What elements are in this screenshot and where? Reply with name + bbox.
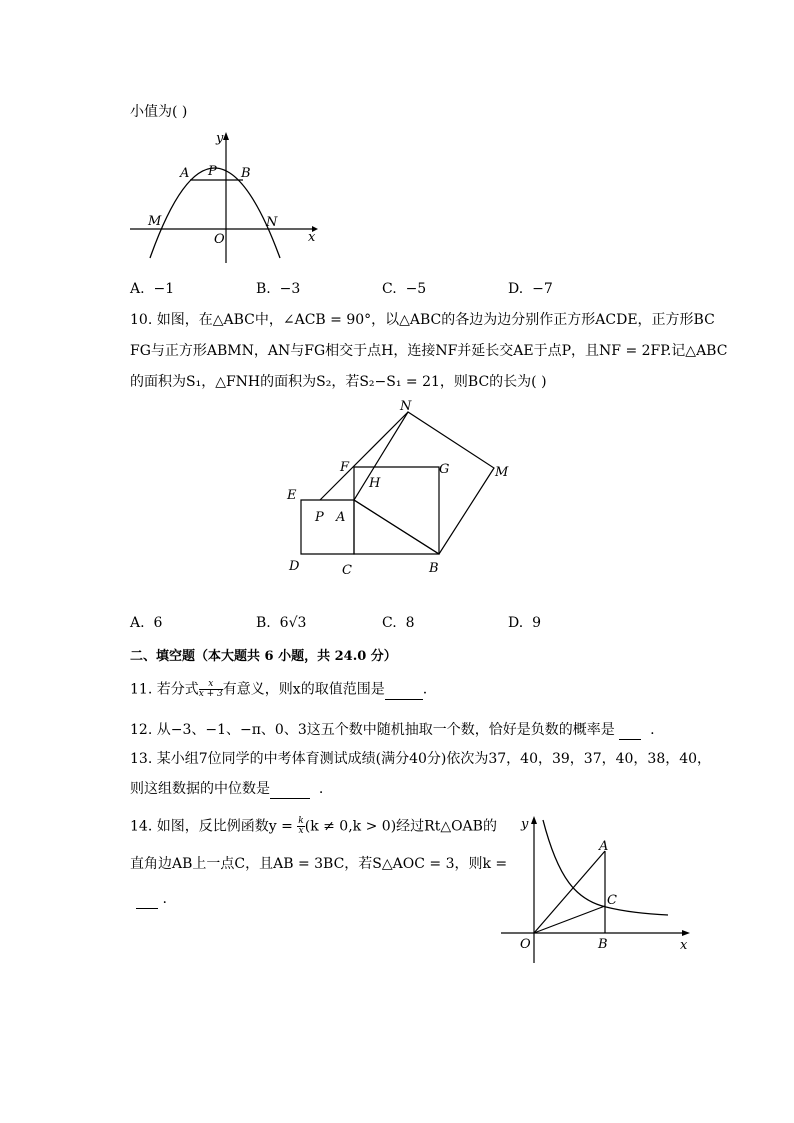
label-B: B (598, 937, 608, 952)
label-x: x (308, 230, 316, 245)
label-B: B (429, 561, 439, 576)
q9-option-c[interactable]: C. −5 (382, 281, 427, 297)
q13-answer-blank[interactable] (270, 780, 310, 799)
q14-stem-line1: 14. 如图，反比例函数y = $\frac{k}{x}$ (k ≠ 0,k > 0)经过Rt△OAB的 (130, 816, 497, 836)
label-D: D (289, 559, 300, 574)
label-y: y (216, 131, 224, 146)
label-F: F (340, 460, 350, 475)
q10-stem-line3: 的面积为S₁，△FNH的面积为S₂，若S₂−S₁ = 21，则BC的长为( ) (130, 374, 547, 390)
q12-stem: 12. 从−3、−1、−π、0、3这五个数中随机抽取一个数，恰好是负数的概率是 . (130, 722, 655, 738)
label-M: M (148, 214, 162, 229)
q11-stem: 11. 若分式 $\frac{x}{x + 3}$ 有意义，则x的取值范围是 . (130, 679, 428, 699)
line-OA (534, 851, 605, 933)
label-O: O (520, 937, 531, 952)
label-H: H (369, 476, 381, 491)
q9-option-a[interactable]: A. −1 (130, 281, 175, 297)
q13-stem-line2: 则这组数据的中位数是 . (130, 781, 324, 797)
q10-stem-line1: 10. 如图，在△ABC中，∠ACB = 90°，以△ABC的各边为边分别作正方形ACDE，正方形BC (130, 312, 715, 328)
label-x: x (680, 938, 688, 953)
q14-answer-blank[interactable] (136, 890, 158, 909)
q14-stem-line2: 直角边AB上一点C，且AB = 3BC，若S△AOC = 3，则k = (130, 856, 508, 872)
q10-stem-line2: FG与正方形ABMN，AN与FG相交于点H，连接NF并延长交AE于点P，且NF = 2FP.记△ABC (130, 343, 728, 359)
label-A: A (180, 166, 190, 181)
q13-stem-line1: 13. 某小组7位同学的中考体育测试成绩(满分40分)依次为37，40，39，37，40，38，40， (130, 751, 712, 767)
q11-fraction: $\frac{x}{x + 3}$ (198, 679, 223, 699)
label-C: C (342, 563, 352, 578)
label-B: B (241, 166, 251, 181)
label-M: M (495, 465, 509, 480)
q9-option-d[interactable]: D. −7 (508, 281, 553, 297)
q9-option-b[interactable]: B. −3 (256, 281, 301, 297)
q14-stem-line3: . (136, 890, 167, 909)
label-O: O (214, 232, 225, 247)
line-AB (354, 500, 439, 554)
q10-squares-figure (280, 398, 520, 583)
label-A: A (336, 510, 346, 525)
label-P: P (208, 164, 217, 179)
label-y: y (521, 817, 529, 832)
label-N: N (400, 399, 412, 414)
q10-option-a[interactable]: A. 6 (130, 615, 163, 631)
square-ACDE (301, 500, 354, 554)
section-title: 二、填空题（本大题共 6 小题，共 24.0 分） (130, 649, 397, 664)
label-N: N (266, 215, 278, 230)
q9-stem-tail: 小值为( ) (130, 104, 188, 120)
label-P: P (315, 510, 324, 525)
line-NP (320, 412, 408, 500)
q10-option-d[interactable]: D. 9 (508, 615, 542, 631)
q10-option-b[interactable]: B. 6√3 (256, 615, 307, 631)
q14-hyperbola-figure (496, 808, 696, 970)
line-OC (534, 906, 605, 933)
label-G: G (439, 462, 450, 477)
q14-fraction: $\frac{k}{x}$ (298, 816, 304, 836)
label-E: E (287, 488, 297, 503)
q12-answer-blank[interactable] (619, 721, 641, 740)
q10-option-c[interactable]: C. 8 (382, 615, 415, 631)
q11-answer-blank[interactable] (385, 681, 423, 700)
label-C: C (607, 893, 617, 908)
q9-parabola-figure (120, 128, 320, 268)
label-A: A (599, 839, 609, 854)
